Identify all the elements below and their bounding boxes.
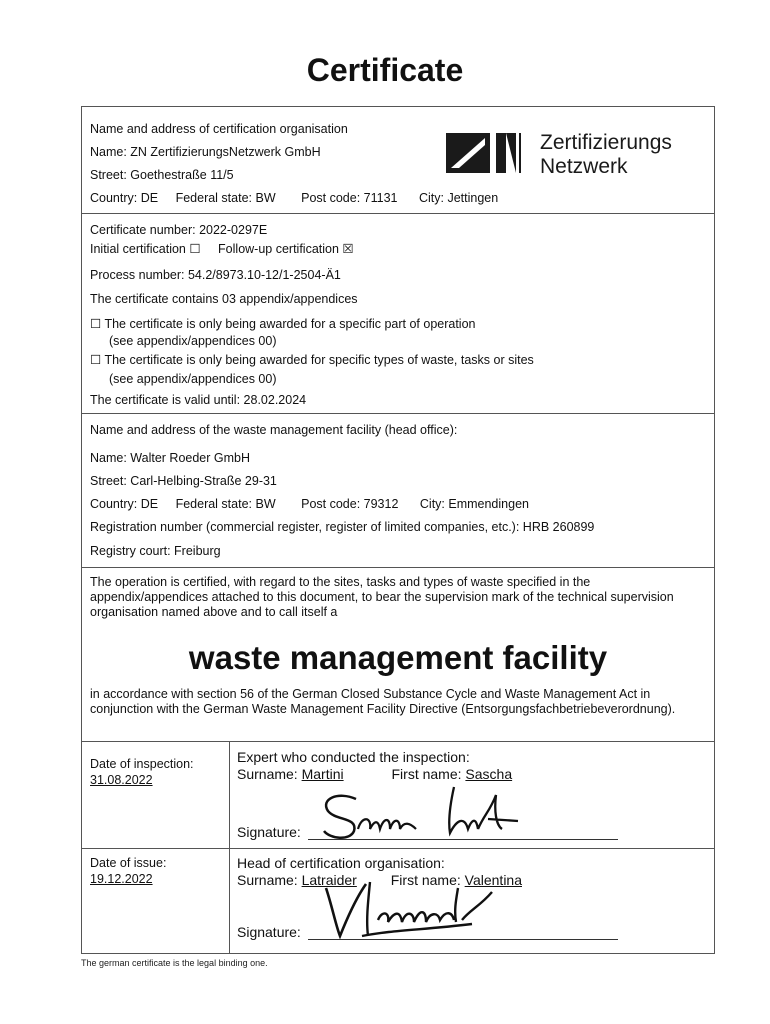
facility-state: Federal state: BW — [175, 497, 276, 511]
statement-intro: The operation is certified, with regard to the sites, tasks and types of waste specified in the appendix/appendices attached to this document, to bear the supervision mark of the technical supervision organisation named above and to call itself a — [90, 575, 674, 619]
facility-headline: waste management facility — [188, 639, 608, 676]
head-firstname: Valentina — [464, 872, 522, 888]
registration-number: Registration number (commercial register, register of limited companies, etc.): HRB 260899 — [90, 520, 595, 534]
facility-street: Street: Carl-Helbing-Straße 29-31 — [90, 474, 277, 488]
expert-firstname: Sascha — [465, 766, 513, 782]
expert-signature-icon — [318, 785, 538, 845]
waste-types-checkbox: ☐ The certificate is only being awarded for specific types of waste, tasks or sites — [90, 353, 534, 367]
waste-types-appendix: (see appendix/appendices 00) — [109, 372, 277, 386]
org-section — [82, 107, 714, 214]
zn-logo-text — [540, 131, 672, 179]
facility-country: Country: DE — [90, 497, 159, 511]
appendix-count: The certificate contains 03 appendix/appendices — [90, 292, 358, 306]
inspection-divider — [229, 741, 230, 848]
org-heading: Name and address of certification organisation — [90, 122, 348, 136]
validity-date: The certificate is valid until: 28.02.2024 — [90, 393, 307, 407]
head-surname-label: Surname: — [237, 872, 298, 888]
expert-label: Expert who conducted the inspection: — [237, 749, 470, 765]
expert-surname: Martini — [301, 766, 344, 782]
registry-court: Registry court: Freiburg — [90, 544, 221, 558]
inspection-date-label: Date of inspection: — [90, 757, 194, 771]
certificate-details-section — [82, 213, 714, 414]
legal-footnote: The german certificate is the legal binding one. — [81, 958, 268, 968]
zn-logo — [446, 131, 696, 178]
part-of-operation-checkbox: ☐ The certificate is only being awarded for a specific part of operation — [90, 317, 476, 331]
page-title: Certificate — [306, 52, 464, 88]
org-address-row — [90, 191, 498, 205]
expert-signature-label: Signature: — [237, 824, 301, 840]
issue-divider — [229, 848, 230, 954]
logo-line-2: Netzwerk — [540, 155, 628, 178]
org-country: Country: DE — [90, 191, 159, 205]
head-firstname-label: First name: — [390, 872, 461, 888]
facility-section — [82, 413, 714, 568]
facility-heading: Name and address of the waste management facility (head office): — [90, 423, 458, 437]
head-signature-icon — [322, 880, 522, 942]
head-label: Head of certification organisation: — [237, 855, 445, 871]
expert-surname-label: Surname: — [237, 766, 298, 782]
org-postcode: Post code: 71131 — [301, 191, 398, 205]
process-number: Process number: 54.2/8973.10-12/1-2504-Ä1 — [90, 268, 341, 282]
org-state: Federal state: BW — [175, 191, 276, 205]
certificate-number: Certificate number: 2022-0297E — [90, 223, 268, 237]
org-name: Name: ZN ZertifizierungsNetzwerk GmbH — [90, 145, 321, 159]
inspection-date: 31.08.2022 — [90, 773, 153, 787]
head-signature-label: Signature: — [237, 924, 301, 940]
zn-logo-mark-icon — [446, 131, 522, 175]
logo-line-1: Zertifizierungs — [540, 131, 672, 154]
certification-type-row — [90, 241, 354, 256]
facility-postcode: Post code: 79312 — [301, 497, 399, 511]
issue-section — [82, 848, 714, 954]
facility-address-row — [90, 497, 529, 511]
org-city: City: Jettingen — [418, 191, 499, 205]
expert-firstname-label: First name: — [391, 766, 462, 782]
certificate-frame — [81, 106, 715, 954]
part-of-operation-appendix: (see appendix/appendices 00) — [109, 334, 277, 348]
followup-certification-checkbox: Follow-up certification ☒ — [218, 242, 354, 256]
head-surname: Latraider — [301, 872, 357, 888]
expert-name-row — [237, 766, 512, 782]
statement-basis: in accordance with section 56 of the German Closed Substance Cycle and Waste Management Act in conjunction with the German Waste Management Facility Directive (Entsorgungsfachbetriebeverordnung). — [90, 687, 676, 716]
facility-city: City: Emmendingen — [419, 497, 529, 511]
org-street: Street: Goethestraße 11/5 — [90, 168, 234, 182]
issue-date: 19.12.2022 — [90, 872, 153, 886]
statement-section — [82, 567, 714, 742]
issue-date-label: Date of issue: — [90, 856, 167, 870]
facility-name: Name: Walter Roeder GmbH — [90, 451, 250, 465]
initial-certification-checkbox: Initial certification ☐ — [90, 242, 201, 256]
inspection-section — [82, 741, 714, 849]
